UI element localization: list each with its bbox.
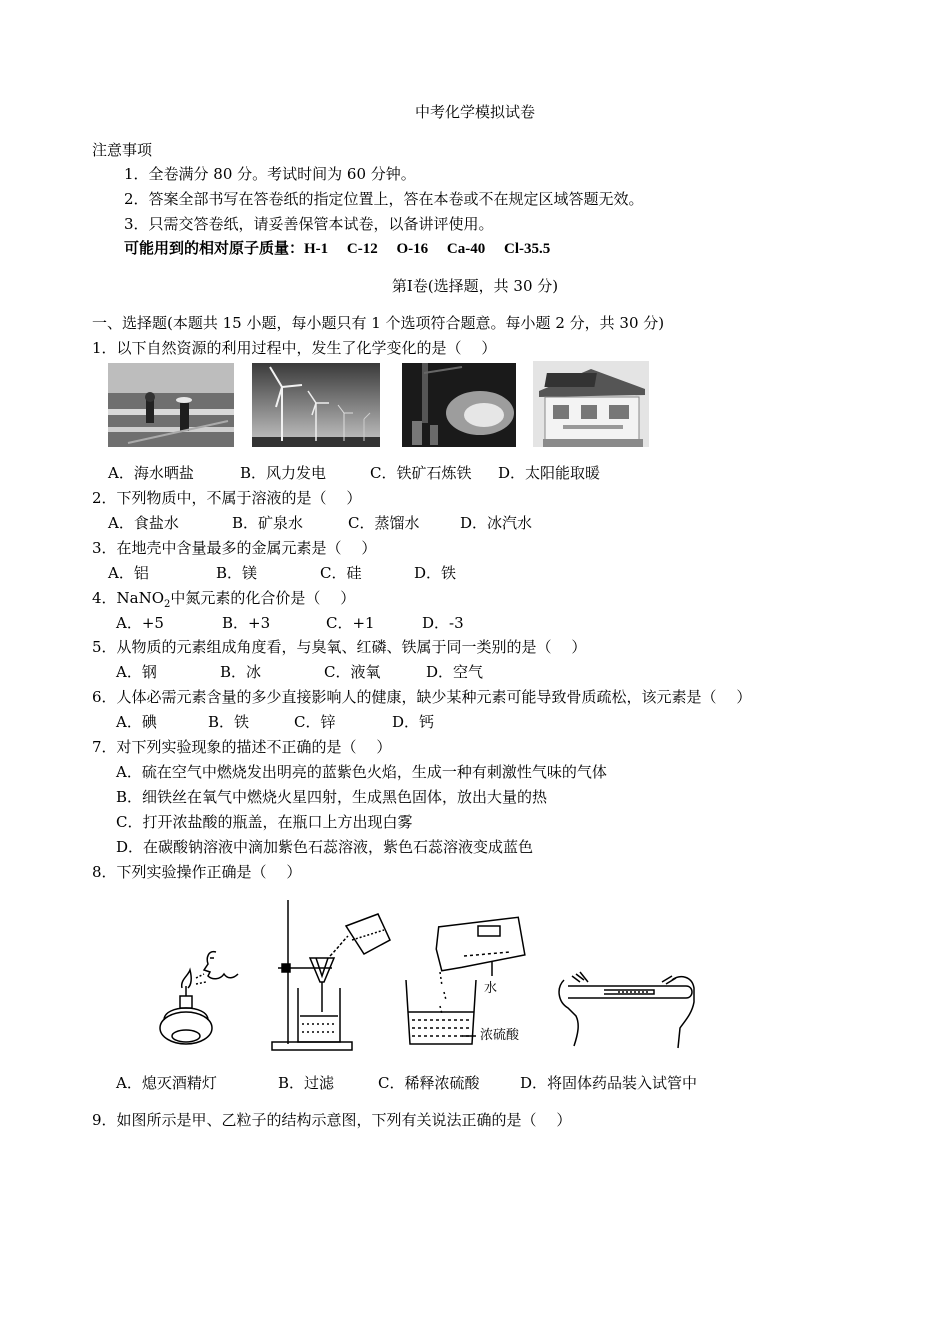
option-c: C．液氧 [324, 663, 381, 681]
option-c: C．锌 [294, 713, 336, 731]
option-d: D．冰汽水 [460, 514, 533, 532]
stem-part: 4．NaNO [92, 589, 165, 607]
notice-heading: 注意事项 [92, 141, 153, 159]
option-a: A．碘 [116, 713, 157, 731]
option-a: A．钢 [116, 663, 157, 681]
question-stem: 1．以下自然资源的利用过程中，发生了化学变化的是（ ） [92, 339, 497, 357]
option-a: A．海水晒盐 [108, 464, 194, 482]
question-stem [92, 588, 355, 615]
option-b: B．过滤 [278, 1074, 335, 1092]
question-stem: 8．下列实验操作正确是（ ） [92, 863, 302, 881]
filtration-illustration [268, 896, 396, 1052]
option-c: C．打开浓盐酸的瓶盖，在瓶口上方出现白雾 [116, 813, 413, 831]
question-stem: 5．从物质的元素组成角度看，与臭氧、红磷、铁属于同一类别的是（ ） [92, 638, 587, 656]
option-a: A．硫在空气中燃烧发出明亮的蓝紫色火焰，生成一种有刺激性气味的气体 [116, 763, 607, 781]
water-label: 水 [484, 981, 498, 996]
option-b: B．+3 [222, 614, 271, 632]
solar-house-photo [533, 361, 649, 447]
acid-label: 浓硫酸 [480, 1028, 520, 1043]
question-stem: 2．下列物质中，不属于溶液的是（ ） [92, 489, 362, 507]
option-b: B．铁 [208, 713, 250, 731]
option-a: A．食盐水 [108, 514, 179, 532]
stem-part: 中氮元素的化合价是（ ） [170, 589, 356, 607]
salt-field-photo [108, 363, 234, 447]
option-d: D．太阳能取暖 [498, 464, 601, 482]
option-d: D．-3 [422, 614, 464, 632]
iron-smelting-photo [402, 363, 516, 447]
notice-item: 1．全卷满分 80 分。考试时间为 60 分钟。 [124, 165, 416, 183]
option-a: A．+5 [116, 614, 164, 632]
option-c: C．+1 [326, 614, 375, 632]
atomic-mass-line: 可能用到的相对原子质量：H-1 C-12 O-16 Ca-40 Cl-35.5 [124, 241, 551, 257]
option-c: C．硅 [320, 564, 362, 582]
option-a: A．熄灭酒精灯 [116, 1074, 217, 1092]
option-b: B．细铁丝在氧气中燃烧火星四射，生成黑色固体，放出大量的热 [116, 788, 548, 806]
notice-item: 3．只需交答卷纸，请妥善保管本试卷，以备讲评使用。 [124, 215, 494, 233]
question-stem: 6．人体必需元素含量的多少直接影响人的健康，缺少某种元素可能导致骨质疏松，该元素是（ ） [92, 688, 752, 706]
option-d: D．钙 [392, 713, 435, 731]
part-intro: 一、选择题(本题共 15 小题，每小题只有 1 个选项符合题意。每小题 2 分，共 30 分) [92, 314, 665, 332]
option-c: C．稀释浓硫酸 [378, 1074, 480, 1092]
notice-item: 2．答案全部书写在答卷纸的指定位置上，答在本卷或不在规定区域答题无效。 [124, 190, 644, 208]
dilution-illustration [400, 916, 530, 1052]
page-title: 中考化学模拟试卷 [414, 103, 535, 121]
subscript: 2 [164, 599, 171, 610]
option-b: B．矿泉水 [232, 514, 304, 532]
option-b: B．镁 [216, 564, 258, 582]
alcohol-lamp-illustration [150, 940, 242, 1052]
wind-turbine-photo [252, 363, 380, 447]
question-stem: 7．对下列实验现象的描述不正确的是（ ） [92, 738, 392, 756]
option-b: B．冰 [220, 663, 262, 681]
test-tube-illustration [554, 962, 698, 1052]
option-a: A．铝 [108, 564, 149, 582]
option-b: B．风力发电 [240, 464, 327, 482]
question-stem: 3．在地壳中含量最多的金属元素是（ ） [92, 539, 377, 557]
option-d: D．在碳酸钠溶液中滴加紫色石蕊溶液，紫色石蕊溶液变成蓝色 [116, 838, 534, 856]
question-stem: 9．如图所示是甲、乙粒子的结构示意图，下列有关说法正确的是（ ） [92, 1111, 572, 1129]
option-d: D．空气 [426, 663, 484, 681]
option-c: C．铁矿石炼铁 [370, 464, 472, 482]
section-title: 第Ⅰ卷(选择题，共 30 分) [391, 277, 559, 295]
option-d: D．铁 [414, 564, 457, 582]
option-c: C．蒸馏水 [348, 514, 420, 532]
option-d: D．将固体药品装入试管中 [520, 1074, 698, 1092]
